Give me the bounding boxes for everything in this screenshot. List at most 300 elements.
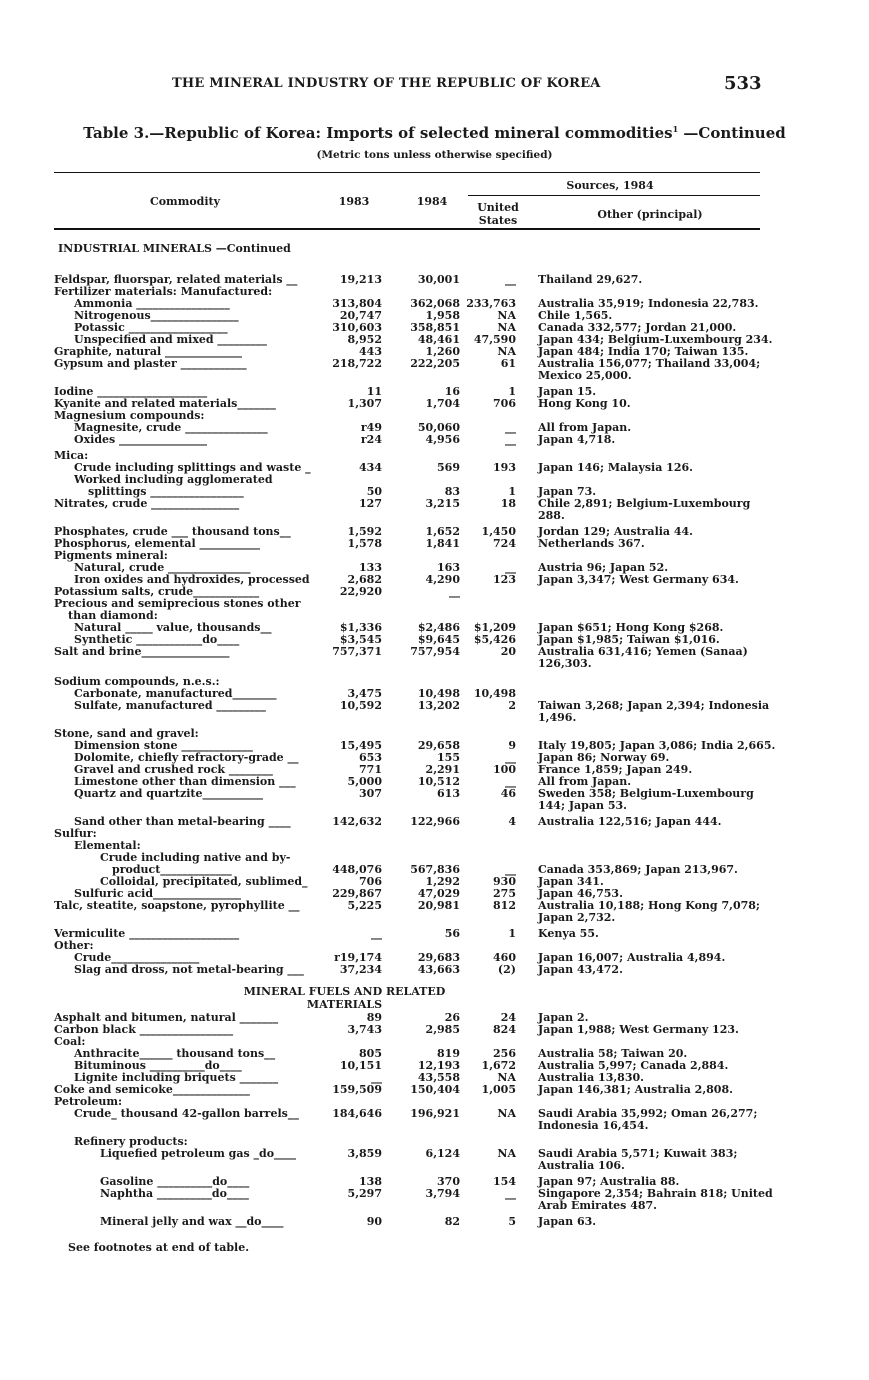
value-1983-cell: 771 [359,763,382,776]
other-sources-cell: Austria 96; Japan 52. [538,561,669,574]
value-1983-cell: 133 [359,561,382,574]
united-states-cell: 5 [508,1215,516,1228]
value-1983-cell: 653 [359,751,382,764]
commodity-cell: Potassium salts, crude____________ [54,585,260,598]
united-states-cell: __ [505,433,516,446]
other-sources-cell: Canada 332,577; Jordan 21,000. [538,321,737,334]
other-sources-cell: Australia 631,416; Yemen (Sanaa) [538,645,748,658]
united-states-cell: 123 [493,573,516,586]
col-us-header-line2: States [478,214,518,227]
value-1984-cell: 155 [437,751,460,764]
commodity-cell: Synthetic ____________do____ [74,633,240,646]
commodity-cell: Gravel and crushed rock ________ [74,763,273,776]
commodity-cell: splittings _________________ [88,485,244,498]
value-1983-cell: 757,371 [332,645,382,658]
value-1984-cell: 30,001 [417,273,460,286]
united-states-cell: 24 [500,1011,516,1024]
running-head [0,73,869,96]
value-1984-cell: 819 [437,1047,460,1060]
value-1984-cell: 12,193 [417,1059,460,1072]
table-row [0,700,869,712]
commodity-cell: Mineral jelly and wax __do____ [100,1215,284,1228]
value-1983-cell: r49 [360,421,382,434]
value-1983-cell: 313,804 [332,297,382,310]
other-sources-cell: Australia 58; Taiwan 20. [538,1047,688,1060]
commodity-cell: Petroleum: [54,1095,123,1108]
col-us-header-line1: United [477,201,519,214]
value-1984-cell: 222,205 [410,357,460,370]
united-states-cell: 724 [493,537,516,550]
united-states-cell: __ [505,561,516,574]
commodity-cell: Naphtha __________do____ [100,1187,249,1200]
united-states-cell: NA [497,321,516,334]
other-sources-cell: Australia 10,188; Hong Kong 7,078; [538,899,760,912]
other-sources-cell: All from Japan. [538,775,632,788]
other-sources-cell: Japan $651; Hong Kong $268. [538,621,724,634]
value-1984-cell: 20,981 [417,899,460,912]
commodity-cell: Phosphorus, elemental ___________ [54,537,260,550]
section-mineral-fuels-line2: MATERIALS [306,998,383,1011]
value-1984-cell: 26 [444,1011,460,1024]
value-1984-cell: 122,966 [410,815,460,828]
united-states-cell: 1 [508,385,516,398]
col-us-header [470,201,526,227]
united-states-cell: 2 [508,699,516,712]
table-row [0,1108,869,1120]
value-1983-cell: __ [371,927,382,940]
continued-label: —Continued [678,124,786,142]
value-1983-cell: r19,174 [334,951,382,964]
commodity-cell: Slag and dross, not metal-bearing ___ [74,963,304,976]
other-sources-cell: Japan $1,985; Taiwan $1,016. [538,633,720,646]
other-sources-cell: Japan 434; Belgium-Luxembourg 234. [538,333,773,346]
other-sources-cell: Australia 35,919; Indonesia 22,783. [538,297,759,310]
united-states-cell: $5,426 [473,633,516,646]
value-1984-cell: 10,498 [417,687,460,700]
table-row [0,1148,869,1160]
other-sources-cell: Jordan 129; Australia 44. [538,525,694,538]
commodity-cell: Coal: [54,1035,86,1048]
commodity-cell: Precious and semiprecious stones other [54,597,301,610]
value-1984-cell: 83 [444,485,460,498]
united-states-cell: __ [505,273,516,286]
page-number: 533 [724,73,762,94]
value-1984-cell: 3,215 [425,497,460,510]
value-1983-cell: 90 [366,1215,382,1228]
other-sources-cell: Japan 1,988; West Germany 123. [538,1023,739,1036]
commodity-cell: Colloidal, precipitated, sublimed_ [100,875,308,888]
commodity-cell: Stone, sand and gravel: [54,727,199,740]
commodity-cell: Anthracite______ thousand tons__ [74,1047,276,1060]
table-row [0,816,869,828]
commodity-cell: Coke and semicoke______________ [54,1083,250,1096]
value-1984-cell: 1,704 [425,397,460,410]
value-1984-cell: 1,260 [425,345,460,358]
commodity-cell: Unspecified and mixed _________ [74,333,267,346]
value-1984-cell: 613 [437,787,460,800]
other-sources-cell: Saudi Arabia 35,992; Oman 26,277; [538,1107,758,1120]
commodity-cell: Talc, steatite, soapstone, pyrophyllite __ [54,899,300,912]
value-1984-cell: __ [449,585,460,598]
other-sources-cell: Japan 97; Australia 88. [538,1175,680,1188]
commodity-cell: Sulfuric acid________________ [74,887,242,900]
value-1983-cell: 142,632 [332,815,382,828]
value-1983-cell: 1,307 [347,397,382,410]
commodity-cell: Worked including agglomerated [74,473,273,486]
value-1984-cell: $2,486 [417,621,460,634]
value-1983-cell: 2,682 [347,573,382,586]
value-1983-cell: 229,867 [332,887,382,900]
value-1983-cell: 1,592 [347,525,382,538]
united-states-cell: 275 [493,887,516,900]
other-sources-cell: Japan 2,732. [538,911,616,924]
other-sources-cell: Japan 16,007; Australia 4,894. [538,951,726,964]
united-states-cell: 460 [493,951,516,964]
value-1984-cell: 569 [437,461,460,474]
united-states-cell: 10,498 [473,687,516,700]
commodity-cell: Asphalt and bitumen, natural _______ [54,1011,279,1024]
value-1983-cell: 19,213 [339,273,382,286]
other-sources-cell: Japan 146; Malaysia 126. [538,461,693,474]
section-mineral-fuels [0,985,869,1011]
united-states-cell: 20 [500,645,516,658]
running-head-title: THE MINERAL INDUSTRY OF THE REPUBLIC OF KOREA [172,76,601,91]
value-1983-cell: 3,859 [347,1147,382,1160]
united-states-cell: 46 [500,787,516,800]
commodity-cell: Crude including splittings and waste _ [74,461,311,474]
commodity-cell: Graphite, natural ______________ [54,345,243,358]
value-1983-cell: __ [371,1071,382,1084]
value-1984-cell: 4,956 [425,433,460,446]
commodity-cell: than diamond: [68,609,158,622]
commodity-cell: Gasoline __________do____ [100,1175,250,1188]
table-row [0,646,869,658]
commodity-cell: Phosphates, crude ___ thousand tons__ [54,525,291,538]
commodity-cell: Crude_ thousand 42-gallon barrels__ [74,1107,299,1120]
other-sources-cell: Canada 353,869; Japan 213,967. [538,863,738,876]
other-sources-cell: Japan 43,472. [538,963,623,976]
united-states-cell: NA [497,1107,516,1120]
other-sources-cell: Japan 15. [538,385,597,398]
value-1983-cell: 20,747 [339,309,382,322]
commodity-cell: Carbonate, manufactured________ [74,687,277,700]
table-row [0,510,869,522]
commodity-cell: Liquefied petroleum gas _do____ [100,1147,297,1160]
table-row [0,712,869,724]
value-1984-cell: 10,512 [417,775,460,788]
commodity-cell: Lignite including briquets _______ [74,1071,279,1084]
united-states-cell: __ [505,421,516,434]
value-1984-cell: 3,794 [425,1187,460,1200]
commodity-cell: Sand other than metal-bearing ____ [74,815,291,828]
value-1983-cell: 310,603 [332,321,382,334]
table-row [0,800,869,812]
value-1983-cell: 50 [366,485,382,498]
table-caption [0,124,869,142]
value-1983-cell: 10,592 [339,699,382,712]
commodity-cell: Feldspar, fluorspar, related materials __ [54,273,298,286]
commodity-cell: Carbon black _________________ [54,1023,234,1036]
table-row [0,1188,869,1200]
value-1983-cell: 184,646 [332,1107,382,1120]
commodity-cell: Magnesite, crude _______________ [74,421,268,434]
other-sources-cell: Chile 1,565. [538,309,613,322]
value-1984-cell: 196,921 [410,1107,460,1120]
united-states-cell: 1 [508,927,516,940]
col-other-header: Other (principal) [597,208,703,221]
commodity-cell: Oxides ________________ [74,433,208,446]
commodity-cell: Crude________________ [74,951,200,964]
other-sources-cell: Australia 5,997; Canada 2,884. [538,1059,729,1072]
value-1984-cell: 150,404 [410,1083,460,1096]
value-1983-cell: 5,297 [347,1187,382,1200]
united-states-cell: 61 [500,357,516,370]
commodity-cell: Other: [54,939,94,952]
value-1983-cell: 443 [359,345,382,358]
other-sources-cell: Australia 122,516; Japan 444. [538,815,722,828]
other-sources-cell: Japan 341. [538,875,604,888]
value-1984-cell: 1,292 [425,875,460,888]
value-1984-cell: 56 [444,927,460,940]
united-states-cell: 9 [508,739,516,752]
commodity-cell: Nitrogenous________________ [74,309,239,322]
other-sources-cell: Japan 146,381; Australia 2,808. [538,1083,733,1096]
other-sources-cell: Mexico 25,000. [538,369,632,382]
other-sources-cell: 288. [538,509,565,522]
table-row [0,498,869,510]
commodity-cell: Potassic __________________ [74,321,228,334]
value-1984-cell: 13,202 [417,699,460,712]
value-1984-cell: 43,663 [417,963,460,976]
united-states-cell: 1,672 [481,1059,516,1072]
other-sources-cell: 126,303. [538,657,592,670]
other-sources-cell: All from Japan. [538,421,632,434]
united-states-cell: NA [497,1071,516,1084]
table-row [0,658,869,670]
value-1983-cell: 127 [359,497,382,510]
value-1983-cell: 5,225 [347,899,382,912]
commodity-cell: Mica: [54,449,89,462]
united-states-cell: __ [505,751,516,764]
value-1983-cell: 5,000 [347,775,382,788]
other-sources-cell: Australia 156,077; Thailand 33,004; [538,357,761,370]
commodity-cell: Natural _____ value, thousands__ [74,621,272,634]
other-sources-cell: Japan 4,718. [538,433,616,446]
other-sources-cell: Australia 106. [538,1159,625,1172]
commodity-cell: Quartz and quartzite___________ [74,787,264,800]
value-1983-cell: 448,076 [332,863,382,876]
value-1984-cell: 29,683 [417,951,460,964]
united-states-cell: __ [505,863,516,876]
col-1983-header: 1983 [338,195,370,208]
other-sources-cell: Chile 2,891; Belgium-Luxembourg [538,497,751,510]
united-states-cell: NA [497,1147,516,1160]
table-row [0,1160,869,1172]
commodity-cell: Kyanite and related materials_______ [54,397,276,410]
table-row [0,1120,869,1132]
commodity-cell: Bituminous __________do____ [74,1059,242,1072]
united-states-cell: NA [497,345,516,358]
table-row [0,370,869,382]
united-states-cell: 47,590 [473,333,516,346]
united-states-cell: 1,005 [481,1083,516,1096]
other-sources-cell: Japan 2. [538,1011,589,1024]
table-row [0,1216,869,1228]
value-1984-cell: 362,068 [410,297,460,310]
value-1983-cell: 805 [359,1047,382,1060]
value-1983-cell: 3,475 [347,687,382,700]
section-industrial-minerals: INDUSTRIAL MINERALS —Continued [58,242,291,255]
united-states-cell: NA [497,309,516,322]
other-sources-cell: Japan 3,347; West Germany 634. [538,573,739,586]
commodity-cell: Iron oxides and hydroxides, processed [74,573,310,586]
commodity-cell: Iodine ____________________ [54,385,208,398]
united-states-cell: 154 [493,1175,516,1188]
value-1983-cell: 159,509 [332,1083,382,1096]
section-mineral-fuels-line1: MINERAL FUELS AND RELATED [243,985,446,998]
table-row [0,358,869,370]
commodity-cell: Gypsum and plaster ____________ [54,357,247,370]
other-sources-cell: Taiwan 3,268; Japan 2,394; Indonesia [538,699,770,712]
commodity-cell: product_____________ [112,863,232,876]
other-sources-cell: Singapore 2,354; Bahrain 818; United [538,1187,773,1200]
footnote-note: See footnotes at end of table. [68,1241,250,1254]
other-sources-cell: Hong Kong 10. [538,397,631,410]
sources-rule [468,195,760,196]
other-sources-cell: Saudi Arabia 5,571; Kuwait 383; [538,1147,738,1160]
commodity-cell: Crude including native and by- [100,851,291,864]
commodity-cell: Dimension stone _____________ [74,739,253,752]
value-1983-cell: 11 [366,385,382,398]
table-row [0,928,869,940]
value-1984-cell: 1,841 [425,537,460,550]
commodity-cell: Pigments mineral: [54,549,168,562]
united-states-cell: 4 [508,815,516,828]
united-states-cell: 930 [493,875,516,888]
value-1983-cell: 218,722 [332,357,382,370]
united-states-cell: __ [505,1187,516,1200]
value-1984-cell: 2,985 [425,1023,460,1036]
value-1983-cell: 307 [359,787,382,800]
value-1983-cell: 10,151 [339,1059,382,1072]
value-1984-cell: 43,558 [417,1071,460,1084]
united-states-cell: 18 [500,497,516,510]
value-1984-cell: 370 [437,1175,460,1188]
commodity-cell: Vermiculite ____________________ [54,927,240,940]
commodity-cell: Sulfate, manufactured _________ [74,699,266,712]
value-1983-cell: 89 [366,1011,382,1024]
value-1983-cell: 434 [359,461,382,474]
united-states-cell: 193 [493,461,516,474]
table-subtitle: (Metric tons unless otherwise specified) [316,149,553,161]
value-1983-cell: 37,234 [339,963,382,976]
other-sources-cell: Japan 86; Norway 69. [538,751,670,764]
united-states-cell: 824 [493,1023,516,1036]
col-1984-header: 1984 [416,195,448,208]
value-1983-cell: 8,952 [347,333,382,346]
value-1984-cell: 757,954 [410,645,460,658]
other-sources-cell: Italy 19,805; Japan 3,086; India 2,665. [538,739,776,752]
value-1983-cell: r24 [360,433,382,446]
commodity-cell: Sodium compounds, n.e.s.: [54,675,220,688]
united-states-cell: __ [505,775,516,788]
table-row [0,900,869,912]
value-1984-cell: $9,645 [417,633,460,646]
value-1983-cell: 706 [359,875,382,888]
top-rule [54,172,760,173]
value-1983-cell: 1,578 [347,537,382,550]
united-states-cell: 256 [493,1047,516,1060]
value-1984-cell: 16 [444,385,460,398]
table-row [0,1084,869,1096]
united-states-cell: $1,209 [473,621,516,634]
header-bottom-rule [54,228,760,230]
value-1984-cell: 48,461 [417,333,460,346]
commodity-cell: Salt and brine________________ [54,645,230,658]
table-title: Table 3.—Republic of Korea: Imports of selected mineral commodities [83,124,673,142]
footnote-mark: 1 [672,124,679,134]
value-1983-cell: $1,336 [339,621,382,634]
united-states-cell: 100 [493,763,516,776]
value-1984-cell: 358,851 [410,321,460,334]
commodity-cell: Sulfur: [54,827,97,840]
united-states-cell: 1 [508,485,516,498]
value-1983-cell: $3,545 [339,633,382,646]
value-1984-cell: 50,060 [417,421,460,434]
commodity-cell: Dolomite, chiefly refractory-grade __ [74,751,299,764]
value-1984-cell: 82 [444,1215,460,1228]
commodity-cell: Refinery products: [74,1135,188,1148]
other-sources-cell: Japan 73. [538,485,597,498]
united-states-cell: 233,763 [466,297,516,310]
table-row [0,434,869,446]
united-states-cell: 812 [493,899,516,912]
value-1984-cell: 29,658 [417,739,460,752]
table-row [0,1200,869,1212]
value-1983-cell: 15,495 [339,739,382,752]
value-1983-cell: 22,920 [339,585,382,598]
other-sources-cell: Australia 13,830. [538,1071,644,1084]
other-sources-cell: Japan 484; India 170; Taiwan 135. [538,345,749,358]
united-states-cell: 706 [493,397,516,410]
value-1984-cell: 4,290 [425,573,460,586]
col-sources-header: Sources, 1984 [566,179,654,192]
commodity-cell: Ammonia _________________ [74,297,230,310]
table-row [0,788,869,800]
table-row [0,1024,869,1036]
commodity-cell: Limestone other than dimension ___ [74,775,296,788]
commodity-cell: Fertilizer materials: Manufactured: [54,285,273,298]
other-sources-cell: Thailand 29,627. [538,273,643,286]
value-1984-cell: 47,029 [417,887,460,900]
value-1984-cell: 163 [437,561,460,574]
other-sources-cell: Sweden 358; Belgium-Luxembourg [538,787,754,800]
value-1984-cell: 567,836 [410,863,460,876]
value-1984-cell: 6,124 [425,1147,460,1160]
other-sources-cell: Kenya 55. [538,927,599,940]
col-commodity-header: Commodity [149,195,221,208]
other-sources-cell: France 1,859; Japan 249. [538,763,693,776]
other-sources-cell: Netherlands 367. [538,537,645,550]
value-1984-cell: 2,291 [425,763,460,776]
value-1983-cell: 3,743 [347,1023,382,1036]
united-states-cell: 1,450 [481,525,516,538]
value-1984-cell: 1,958 [425,309,460,322]
united-states-cell: (2) [497,963,516,976]
other-sources-cell: 1,496. [538,711,577,724]
other-sources-cell: Japan 46,753. [538,887,623,900]
value-1984-cell: 1,652 [425,525,460,538]
